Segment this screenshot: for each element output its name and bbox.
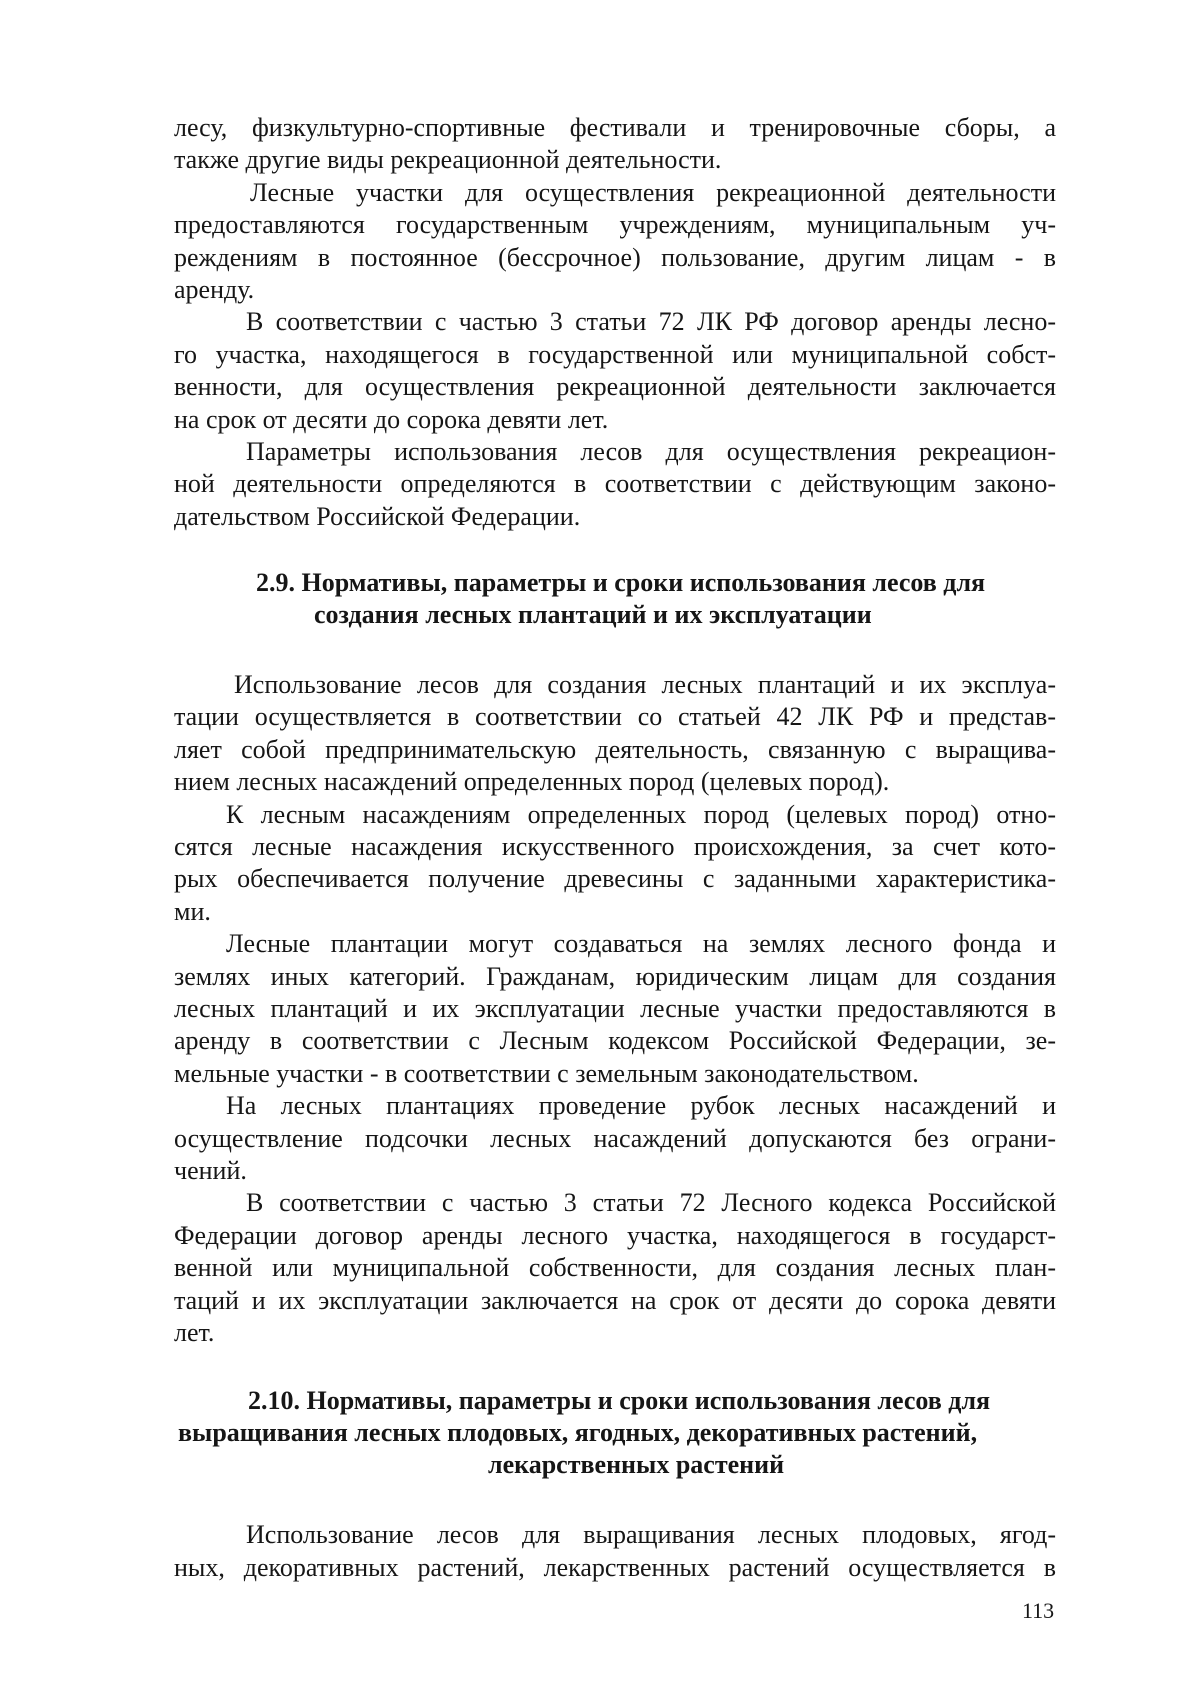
text-line: землях иных категорий. Гражданам, юридическим лицам для создания	[174, 961, 1056, 991]
paragraph	[174, 306, 1056, 436]
text-line: тации осуществляется в соответствии со статьей 42 ЛК РФ и представ-	[174, 702, 1056, 732]
text-line: на срок от десяти до сорока девяти лет.	[174, 404, 609, 434]
text-line: Использование лесов для создания лесных плантаций и их эксплуа-	[234, 670, 1056, 700]
text-line: Лесные плантации могут создаваться на землях лесного фонда и	[226, 929, 1056, 959]
text-line: ной деятельности определяются в соответствии с действующим законо-	[174, 469, 1056, 499]
text-line: Лесные участки для осуществления рекреационной деятельности	[250, 177, 1056, 207]
text-line: таций и их эксплуатации заключается на срок от десяти до сорока девяти	[174, 1285, 1056, 1315]
text-line: осуществление подсочки лесных насаждений допускаются без ограни-	[174, 1123, 1056, 1153]
paragraph	[174, 177, 1056, 307]
heading-line: лекарственных растений	[488, 1450, 785, 1480]
paragraph	[174, 1187, 1056, 1349]
paragraph	[174, 669, 1056, 799]
paragraph	[174, 799, 1056, 929]
page-number: 113	[1022, 1598, 1055, 1623]
text-line: венности, для осуществления рекреационной деятельности заключается	[174, 372, 1056, 402]
text-line: аренду в соответствии с Лесным кодексом Российской Федерации, зе-	[174, 1026, 1056, 1056]
text-line: аренду.	[174, 274, 255, 304]
heading-line: 2.9. Нормативы, параметры и сроки использования лесов для	[256, 568, 986, 598]
text-line: Федерации договор аренды лесного участка, находящегося в государст-	[174, 1220, 1056, 1250]
text-line: мельные участки - в соответствии с земельным законодательством.	[174, 1058, 919, 1088]
text-line: чений.	[174, 1155, 247, 1185]
text-line: го участка, находящегося в государственной или муниципальной собст-	[174, 339, 1056, 369]
text-line: К лесным насаждениям определенных пород (целевых пород) отно-	[226, 799, 1056, 829]
section-heading-2-9	[174, 567, 1056, 631]
text-line: В соответствии с частью 3 статьи 72 Лесного кодекса Российской	[246, 1188, 1056, 1218]
heading-line: создания лесных плантаций и их эксплуатации	[314, 600, 872, 630]
text-line: венной или муниципальной собственности, для создания лесных план-	[174, 1253, 1056, 1283]
paragraph	[174, 1090, 1056, 1187]
text-line: лесу, физкультурно-спортивные фестивали и тренировочные сборы, а	[174, 113, 1056, 142]
paragraph	[174, 112, 1056, 177]
paragraph	[174, 928, 1056, 1090]
text-line: реждениям в постоянное (бессрочное) пользование, другим лицам - в	[174, 242, 1056, 272]
text-line: ных, декоративных растений, лекарственных растений осуществляется в	[174, 1552, 1056, 1582]
text-line: ляет собой предпринимательскую деятельность, связанную с выращива-	[174, 734, 1056, 764]
text-line: На лесных плантациях проведение рубок лесных насаждений и	[226, 1091, 1056, 1121]
paragraph	[174, 436, 1056, 533]
section-heading-2-10	[174, 1385, 1056, 1481]
paragraph	[174, 1519, 1056, 1584]
text-line: нием лесных насаждений определенных пород (целевых пород).	[174, 767, 890, 797]
text-line: сятся лесные насаждения искусственного происхождения, за счет кото-	[174, 832, 1056, 862]
text-line: также другие виды рекреационной деятельности.	[174, 145, 722, 175]
heading-line: выращивания лесных плодовых, ягодных, декоративных растений,	[178, 1418, 978, 1448]
text-line: лет.	[174, 1317, 215, 1347]
text-line: дательством Российской Федерации.	[174, 501, 581, 531]
heading-line: 2.10. Нормативы, параметры и сроки использования лесов для	[248, 1386, 991, 1416]
text-line: ми.	[174, 896, 211, 926]
text-line: Параметры использования лесов для осуществления рекреацион-	[246, 436, 1056, 466]
text-line: рых обеспечивается получение древесины с заданными характеристика-	[174, 864, 1056, 894]
text-line: В соответствии с частью 3 статьи 72 ЛК РФ договор аренды лесно-	[246, 307, 1056, 337]
text-line: предоставляются государственным учреждениям, муниципальным уч-	[174, 210, 1056, 240]
text-line: Использование лесов для выращивания лесных плодовых, ягод-	[246, 1520, 1056, 1550]
text-line: лесных плантаций и их эксплуатации лесные участки предоставляются в	[174, 993, 1056, 1023]
document-page	[174, 112, 1056, 1584]
